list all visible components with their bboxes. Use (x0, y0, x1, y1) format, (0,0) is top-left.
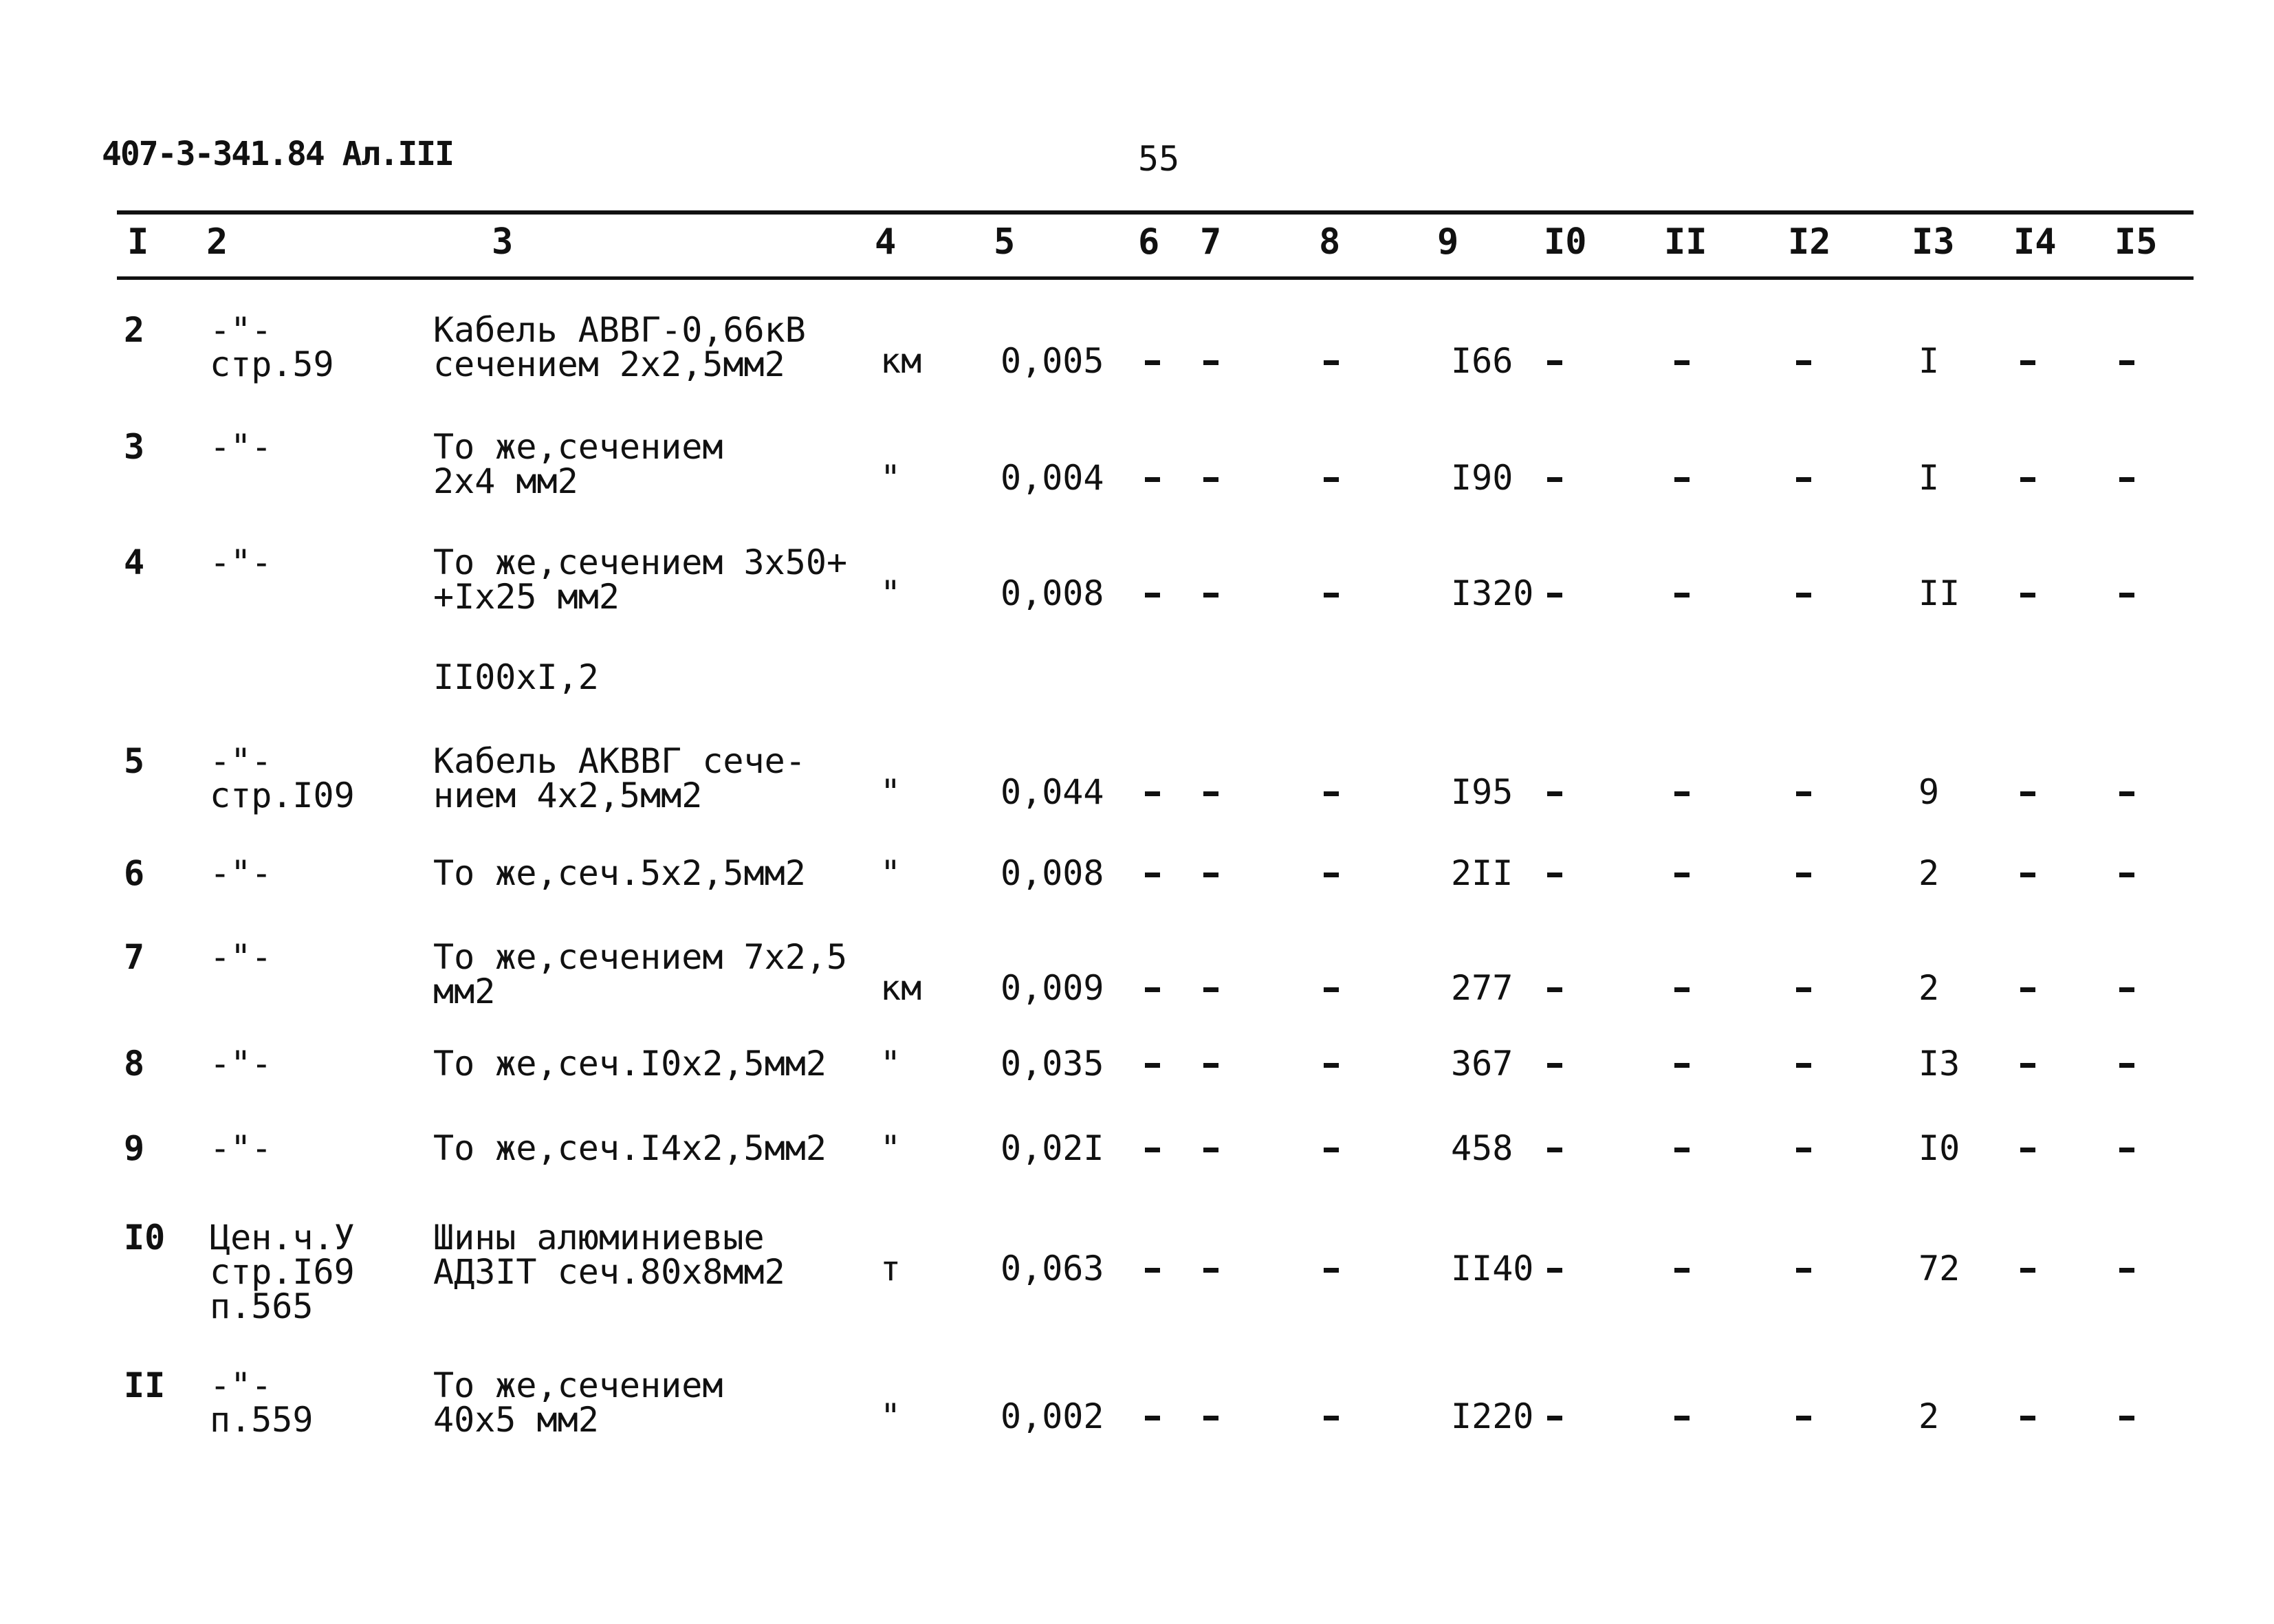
dash-c8 (1324, 1148, 1339, 1152)
dash-c10 (1547, 791, 1562, 796)
cell-ref: -"- стр.59 (210, 310, 334, 384)
cell-ref: -"- (210, 937, 272, 977)
dash-c14 (2020, 873, 2035, 877)
cell-name: То же,сечением 7х2,5 мм2 (433, 937, 848, 1011)
cell-ref: -"- (210, 853, 272, 893)
cell-c9: 277 (1451, 968, 1513, 1008)
page-number: 55 (1138, 139, 1180, 179)
cell-unit: " (880, 772, 901, 812)
cell-ref: -"- (210, 427, 272, 467)
dash-c15 (2119, 1148, 2134, 1152)
cell-unit: т (880, 1249, 901, 1288)
dash-c8 (1324, 873, 1339, 877)
dash-c11 (1674, 1063, 1690, 1068)
cell-c13: 72 (1918, 1249, 1960, 1288)
dash-c14 (2020, 1063, 2035, 1068)
dash-c6 (1145, 1063, 1160, 1068)
cell-c9: I220 (1451, 1396, 1534, 1436)
dash-c10 (1547, 1416, 1562, 1420)
cell-unit: км (880, 968, 922, 1008)
dash-c6 (1145, 987, 1160, 992)
dash-c15 (2119, 477, 2134, 482)
dash-c7 (1203, 791, 1218, 796)
dash-c6 (1145, 1148, 1160, 1152)
cell-name: То же,сечением 2х4 мм2 (433, 427, 723, 501)
dash-c12 (1796, 1268, 1811, 1273)
dash-c11 (1674, 477, 1690, 482)
cell-c13: 9 (1918, 772, 1940, 812)
dash-c10 (1547, 873, 1562, 877)
dash-c14 (2020, 1148, 2035, 1152)
dash-c12 (1796, 873, 1811, 877)
column-header-12: I2 (1788, 221, 1831, 263)
dash-c14 (2020, 791, 2035, 796)
cell-unit: " (880, 853, 901, 893)
dash-c6 (1145, 593, 1160, 597)
dash-c10 (1547, 1063, 1562, 1068)
column-header-11: II (1664, 221, 1707, 263)
dash-c6 (1145, 873, 1160, 877)
cell-ref: -"- п.559 (210, 1365, 314, 1440)
column-header-9: 9 (1437, 221, 1459, 263)
cell-qty: 0,035 (1001, 1044, 1104, 1084)
dash-c11 (1674, 1416, 1690, 1420)
cell-qty: 0,005 (1001, 341, 1104, 381)
cell-c13: 2 (1918, 1396, 1940, 1436)
column-header-3: 3 (492, 221, 514, 263)
cell-n: 5 (124, 741, 145, 781)
dash-c7 (1203, 1063, 1218, 1068)
cell-name: Кабель АВВГ-0,66кВ сечением 2х2,5мм2 (433, 310, 806, 384)
dash-c11 (1674, 873, 1690, 877)
dash-c12 (1796, 1063, 1811, 1068)
cell-name: То же,сечением 40х5 мм2 (433, 1365, 723, 1440)
cell-n: 7 (124, 937, 145, 977)
dash-c12 (1796, 1416, 1811, 1420)
cell-qty: 0,02I (1001, 1128, 1104, 1168)
column-header-14: I4 (2013, 221, 2057, 263)
dash-c10 (1547, 1268, 1562, 1273)
dash-c6 (1145, 477, 1160, 482)
top-rule (117, 210, 2194, 215)
dash-c8 (1324, 791, 1339, 796)
dash-c8 (1324, 360, 1339, 365)
cell-n: 8 (124, 1044, 145, 1084)
cell-c13: II (1918, 573, 1960, 613)
dash-c8 (1324, 987, 1339, 992)
cell-unit: " (880, 573, 901, 613)
cell-qty: 0,008 (1001, 573, 1104, 613)
cell-c13: 2 (1918, 968, 1940, 1008)
cell-qty: 0,008 (1001, 853, 1104, 893)
column-header-6: 6 (1138, 221, 1160, 263)
cell-unit: " (880, 1396, 901, 1436)
cell-name: Шины алюминиевые АД3IТ сеч.80х8мм2 (433, 1218, 785, 1292)
cell-qty: 0,044 (1001, 772, 1104, 812)
dash-c10 (1547, 1148, 1562, 1152)
dash-c15 (2119, 1416, 2134, 1420)
dash-c7 (1203, 1416, 1218, 1420)
dash-c7 (1203, 1268, 1218, 1273)
dash-c15 (2119, 593, 2134, 597)
dash-c11 (1674, 593, 1690, 597)
cell-name: То же,сеч.5х2,5мм2 (433, 853, 806, 893)
cell-c9: I95 (1451, 772, 1513, 812)
cell-name: То же,сеч.I0х2,5мм2 (433, 1044, 827, 1084)
dash-c15 (2119, 1063, 2134, 1068)
dash-c14 (2020, 987, 2035, 992)
dash-c12 (1796, 1148, 1811, 1152)
dash-c6 (1145, 791, 1160, 796)
dash-c8 (1324, 1416, 1339, 1420)
dash-c14 (2020, 360, 2035, 365)
dash-c7 (1203, 477, 1218, 482)
cell-n: 4 (124, 542, 145, 582)
cell-c9: 2II (1451, 853, 1513, 893)
dash-c11 (1674, 1148, 1690, 1152)
cell-c13: I3 (1918, 1044, 1960, 1084)
cell-c9: I320 (1451, 573, 1534, 613)
dash-c12 (1796, 791, 1811, 796)
dash-c7 (1203, 593, 1218, 597)
column-header-5: 5 (994, 221, 1016, 263)
column-header-10: I0 (1544, 221, 1587, 263)
dash-c8 (1324, 477, 1339, 482)
dash-c7 (1203, 360, 1218, 365)
cell-c13: I (1918, 458, 1940, 498)
dash-c7 (1203, 873, 1218, 877)
column-header-13: I3 (1912, 221, 1955, 263)
dash-c7 (1203, 1148, 1218, 1152)
cell-n: 3 (124, 427, 145, 467)
dash-c8 (1324, 1063, 1339, 1068)
cell-n: 6 (124, 853, 145, 893)
cell-ref: -"- (210, 1044, 272, 1084)
dash-c12 (1796, 987, 1811, 992)
cell-c9: 458 (1451, 1128, 1513, 1168)
dash-c15 (2119, 873, 2134, 877)
column-header-7: 7 (1200, 221, 1222, 263)
cell-ref: -"- (210, 1128, 272, 1168)
cell-unit: " (880, 458, 901, 498)
dash-c8 (1324, 593, 1339, 597)
dash-c15 (2119, 791, 2134, 796)
dash-c8 (1324, 1268, 1339, 1273)
cell-qty: 0,009 (1001, 968, 1104, 1008)
cell-qty: 0,002 (1001, 1396, 1104, 1436)
dash-c6 (1145, 1416, 1160, 1420)
header-rule (117, 276, 2194, 280)
column-header-15: I5 (2114, 221, 2158, 263)
dash-c10 (1547, 593, 1562, 597)
cell-n: II (124, 1365, 166, 1405)
dash-c14 (2020, 593, 2035, 597)
cell-name: Кабель АКВВГ сече- нием 4х2,5мм2 (433, 741, 806, 815)
cell-unit: " (880, 1128, 901, 1168)
dash-c10 (1547, 360, 1562, 365)
cell-name: То же,сеч.I4х2,5мм2 (433, 1128, 827, 1168)
dash-c12 (1796, 593, 1811, 597)
dash-c11 (1674, 791, 1690, 796)
dash-c11 (1674, 1268, 1690, 1273)
cell-name: То же,сечением 3х50+ +Iх25 мм2 (433, 542, 848, 617)
dash-c10 (1547, 987, 1562, 992)
cell-c13: I (1918, 341, 1940, 381)
cell-ref: -"- (210, 542, 272, 582)
dash-c12 (1796, 477, 1811, 482)
cell-ref: Цен.ч.У стр.I69 п.565 (210, 1218, 355, 1326)
dash-c14 (2020, 477, 2035, 482)
column-header-4: 4 (875, 221, 897, 263)
cell-n: I0 (124, 1218, 166, 1258)
dash-c12 (1796, 360, 1811, 365)
cell-c9: II40 (1451, 1249, 1534, 1288)
dash-c6 (1145, 1268, 1160, 1273)
cell-c13: I0 (1918, 1128, 1960, 1168)
cell-c13: 2 (1918, 853, 1940, 893)
dash-c14 (2020, 1268, 2035, 1273)
cell-unit: " (880, 1044, 901, 1084)
dash-c15 (2119, 987, 2134, 992)
cell-n: 2 (124, 310, 145, 350)
dash-c7 (1203, 987, 1218, 992)
dash-c15 (2119, 360, 2134, 365)
cell-c9: I66 (1451, 341, 1513, 381)
cell-qty: 0,004 (1001, 458, 1104, 498)
dash-c15 (2119, 1268, 2134, 1273)
dash-c14 (2020, 1416, 2035, 1420)
cell-n: 9 (124, 1128, 145, 1168)
cell-qty: 0,063 (1001, 1249, 1104, 1288)
dash-c11 (1674, 987, 1690, 992)
document-code: 407-3-341.84 Ал.III (102, 135, 454, 173)
column-header-8: 8 (1319, 221, 1341, 263)
cell-name: II00хI,2 (433, 657, 599, 697)
cell-c9: 367 (1451, 1044, 1513, 1084)
cell-ref: -"- стр.I09 (210, 741, 355, 815)
dash-c6 (1145, 360, 1160, 365)
column-header-2: 2 (206, 221, 228, 263)
dash-c10 (1547, 477, 1562, 482)
dash-c11 (1674, 360, 1690, 365)
column-header-1: I (127, 221, 149, 263)
cell-c9: I90 (1451, 458, 1513, 498)
cell-unit: км (880, 341, 922, 381)
